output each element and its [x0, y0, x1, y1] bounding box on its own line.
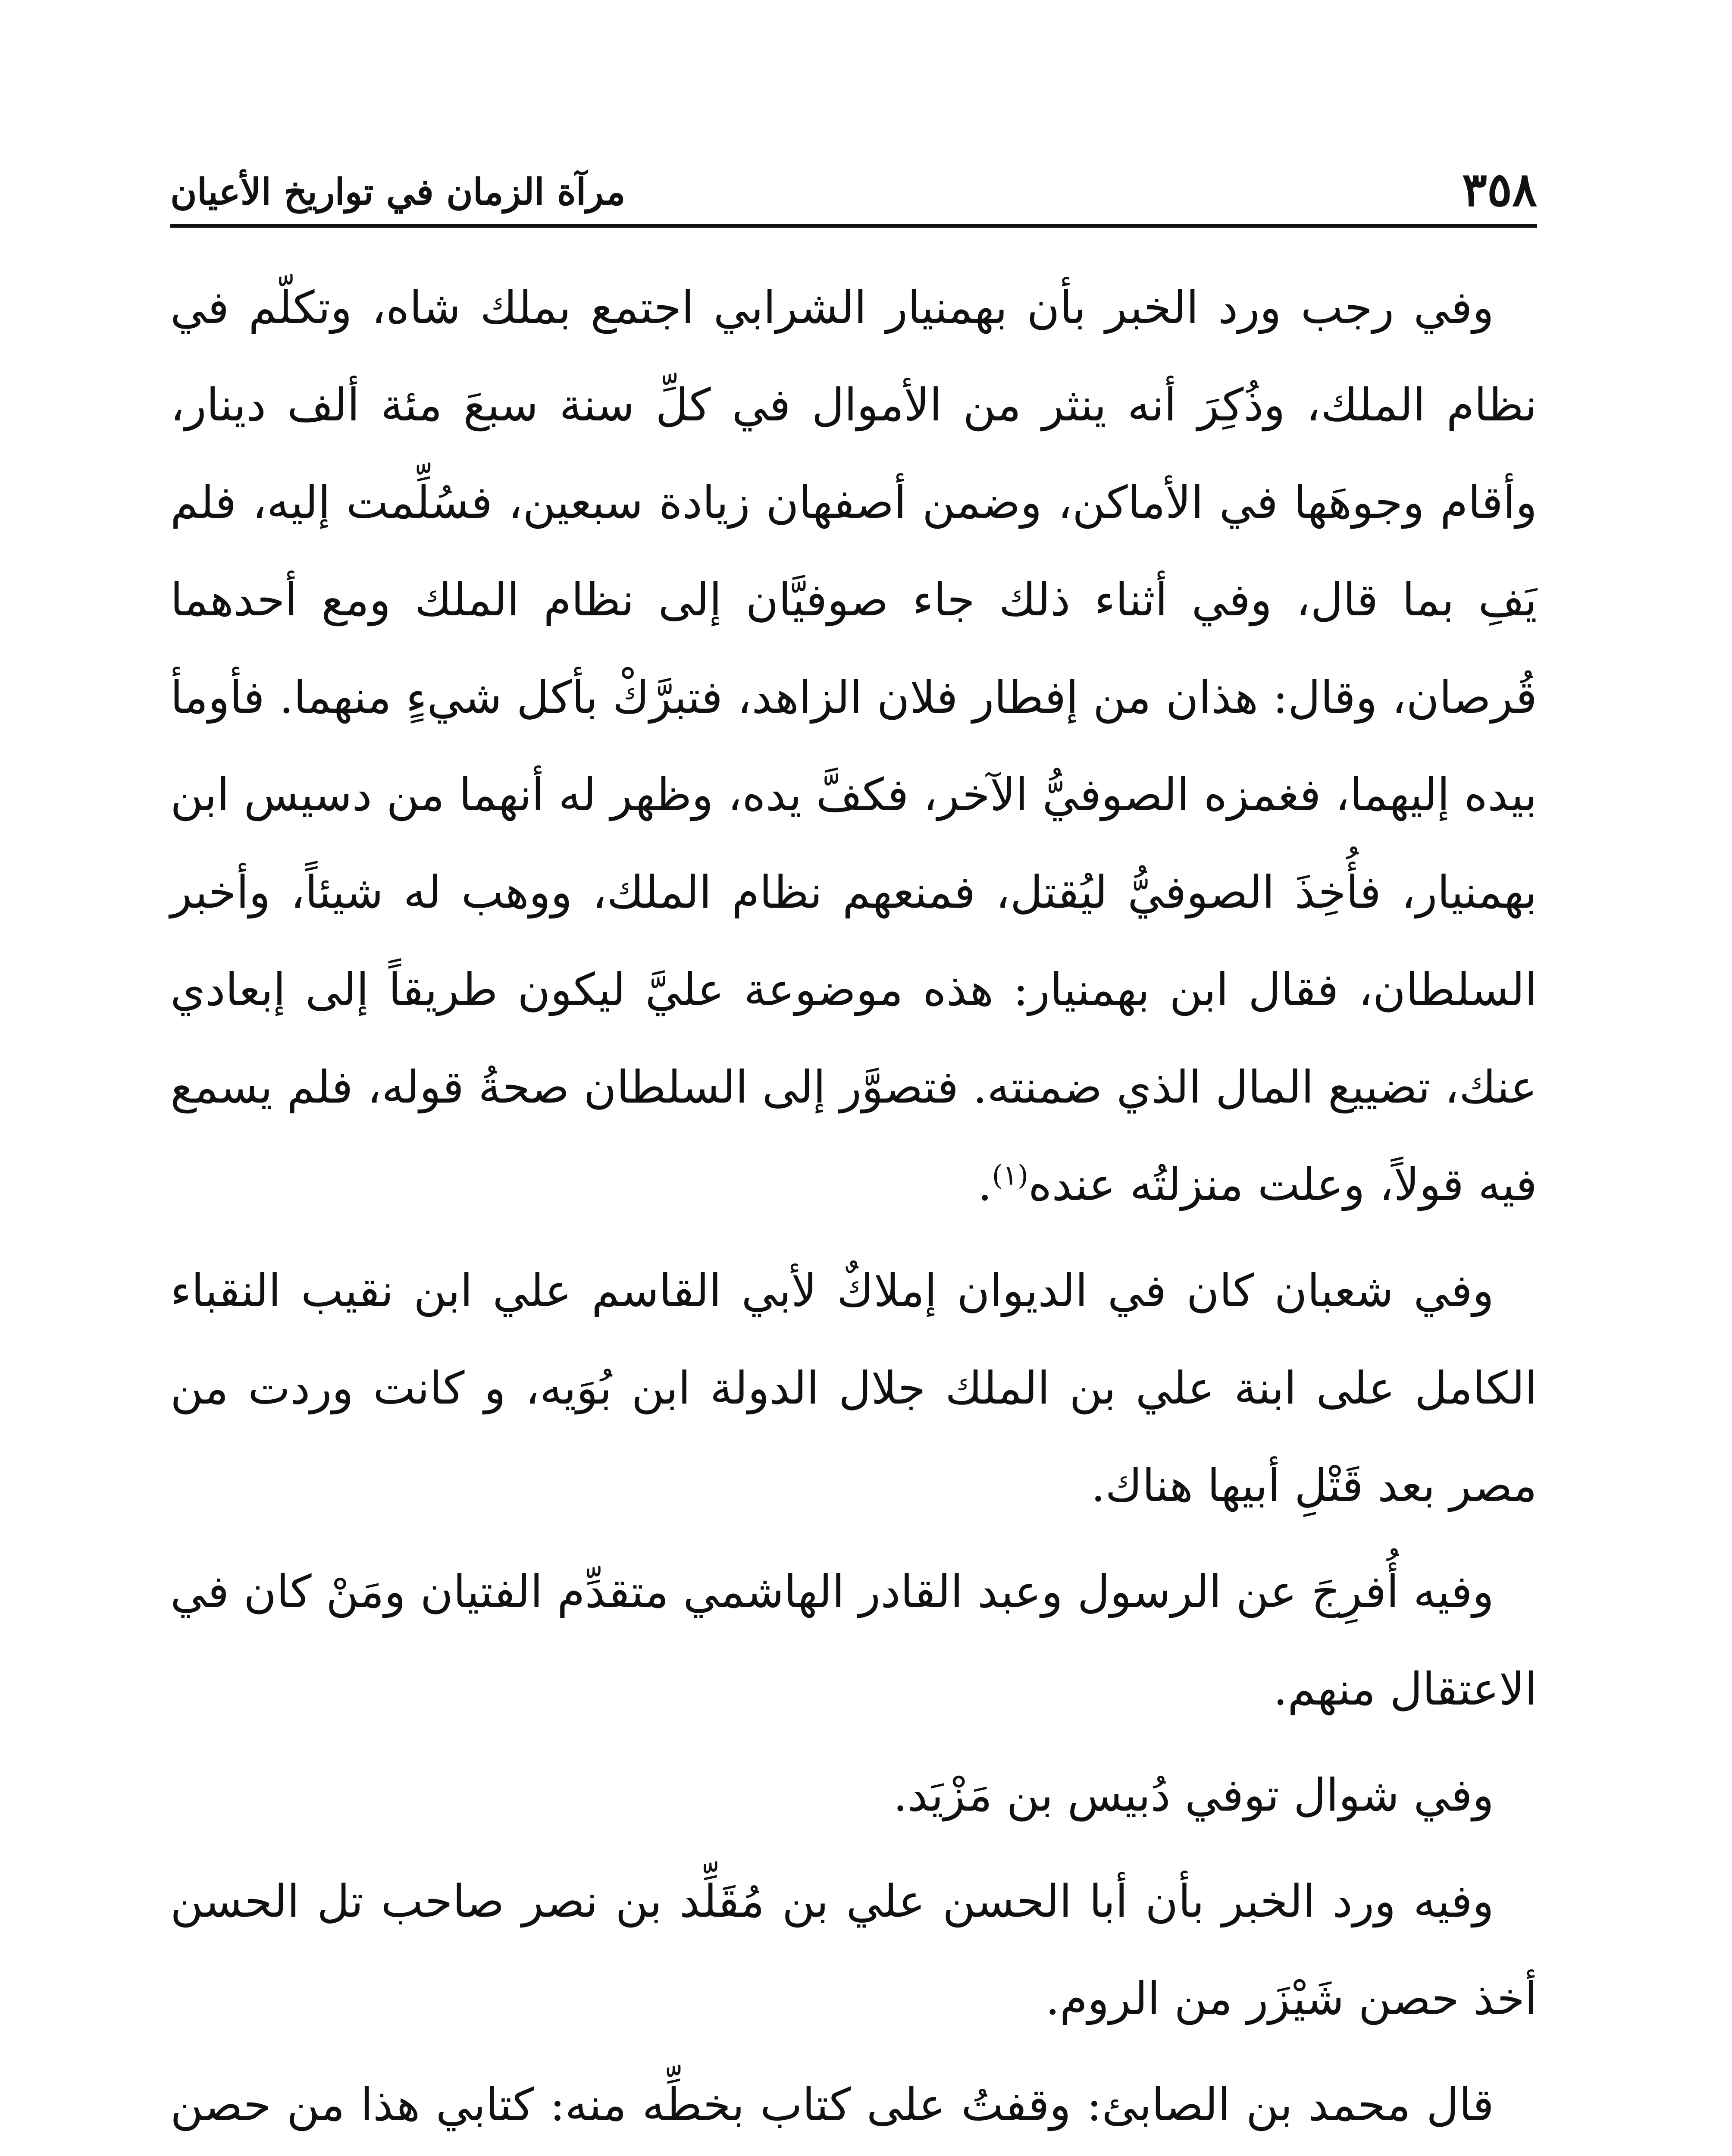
footnote-reference[interactable]: (١) — [992, 1159, 1028, 1192]
paragraph-end: . — [977, 1158, 992, 1211]
paragraph: وفيه ورد الخبر بأن أبا الحسن علي بن مُقَلِّد بن نصر صاحب تل الحسن أخذ حصن شَيْزَر من الروم. — [170, 1875, 1537, 2025]
body-text — [170, 259, 1537, 2156]
paragraph-text: وفي رجب ورد الخبر بأن بهمنيار الشرابي اجتمع بملك شاه، وتكلّم في نظام الملك، وذُكِرَ أنه ينثر من الأموال في كلِّ سنة سبعَ مئة ألف دينار، وأقام وجوهَها في الأماكن، وضمن أصفهان زيادة سبعين، فسُلِّمت إليه، فلم يَفِ بما قال، وفي أثناء ذلك جاء صوفيَّان إلى نظام الملك ومع أحدهما قُرصان، وقال: هذان من إفطار فلان الزاهد، فتبرَّكْ بأكل شيءٍ منهما. فأومأ بيده إليهما، فغمزه الصوفيُّ الآخر، فكفَّ يده، وظهر له أنهما من دسيس ابن بهمنيار، فأُخِذَ الصوفيُّ ليُقتل، فمنعهم نظام الملك، ووهب له شيئاً، وأخبر السلطان، فقال ابن بهمنيار: هذه موضوعة عليَّ ليكون طريقاً إلى إبعادي عنك، تضييع المال الذي ضمنته. فتصوَّر إلى السلطان صحةُ قوله، فلم يسمع فيه قولاً، وعلت منزلتُه عنده — [170, 281, 1538, 1211]
paragraph: وفيه أُفرِجَ عن الرسول وعبد القادر الهاشمي متقدِّم الفتيان ومَنْ كان في الاعتقال منهم. — [170, 1565, 1537, 1715]
paragraph: وفي شعبان كان في الديوان إملاكٌ لأبي القاسم علي ابن نقيب النقباء الكامل على ابنة علي بن الملك جلال الدولة ابن بُوَيه، و كانت وردت من مصر بعد قَتْلِ أبيها هناك. — [170, 1264, 1537, 1512]
header-rule — [170, 224, 1537, 228]
page-number: ٣٥٨ — [1462, 163, 1537, 217]
paragraph: قال محمد بن الصابئ: وقفتُ على كتاب بخطِّه منه: كتابي هذا من حصن — [170, 2078, 1494, 2131]
page-header — [170, 164, 1537, 216]
paragraph — [170, 259, 1537, 1233]
running-title: مرآة الزمان في تواريخ الأعيان — [170, 170, 626, 213]
paragraph: وفي شوال توفي دُبيس بن مَزْيَد. — [893, 1769, 1494, 1821]
